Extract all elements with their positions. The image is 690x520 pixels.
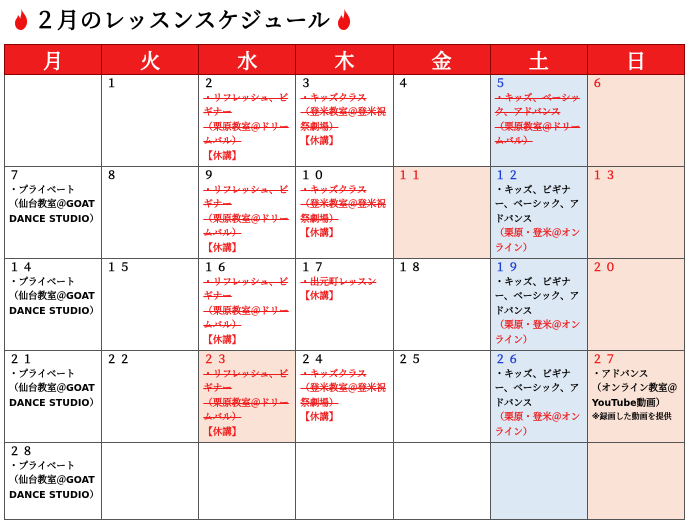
day-number: ２４ <box>300 353 327 366</box>
lesson-line: ・キッズ、ベーシック、アドバンス <box>494 92 580 118</box>
calendar-day-cell <box>199 351 296 443</box>
lesson-line: （栗原教室＠ドリームバル） <box>203 305 289 331</box>
calendar-day-cell <box>296 167 393 259</box>
day-number: １５ <box>106 261 133 274</box>
lesson-line: （登米教室＠登米祝祭劇場） <box>300 107 386 133</box>
lesson-line: 【休講】 <box>300 412 339 423</box>
lesson-line: 【休講】 <box>203 426 242 438</box>
lesson-line: 【休講】 <box>300 228 339 239</box>
calendar-day-cell <box>490 351 587 443</box>
calendar-day-cell <box>393 167 490 259</box>
lesson-line: ・リフレッシュ、ビギナー <box>203 276 289 302</box>
weekday-sat: 土 <box>490 45 587 75</box>
calendar-day-cell <box>393 351 490 443</box>
lesson-line: ・キッズクラス <box>300 368 367 380</box>
lesson-line: ・キッズクラス <box>300 184 367 196</box>
day-number: １４ <box>9 261 35 274</box>
weekday-mon: 月 <box>5 45 102 75</box>
flame-icon <box>335 7 353 31</box>
day-number: ２６ <box>494 353 521 366</box>
lesson-line: ・リフレッシュ、ビギナー <box>203 92 289 118</box>
lesson-line: ・キッズ、ビギナー、ベーシック、アドバンス <box>494 276 580 317</box>
lesson-line: ・プライベート <box>9 368 76 380</box>
lesson-line: （オンライン教室＠YouTube動画） <box>591 383 678 409</box>
lesson-line: ・プライベート <box>9 184 76 196</box>
lesson-line: ※録画した動画を提供 <box>591 412 672 421</box>
lesson-line: 【休講】 <box>300 291 339 302</box>
calendar-day-cell <box>393 443 490 520</box>
day-number: ２２ <box>106 353 133 366</box>
calendar-day-cell <box>102 167 199 259</box>
lesson-line: ・アドバンス <box>591 368 649 380</box>
lesson-line: （仙台教室＠GOAT DANCE STUDIO） <box>9 291 99 317</box>
day-number: ３ <box>300 77 314 90</box>
calendar-day-cell <box>102 75 199 167</box>
calendar-day-cell <box>490 259 587 351</box>
day-number: １ <box>106 77 120 90</box>
calendar-day-cell <box>5 75 102 167</box>
calendar-week-row <box>5 75 685 167</box>
lesson-line: （仙台教室＠GOAT DANCE STUDIO） <box>9 199 99 225</box>
weekday-thu: 木 <box>296 45 393 75</box>
day-number: １６ <box>203 261 230 274</box>
day-number: ４ <box>397 77 411 90</box>
lesson-line: ・出元町レッスン <box>300 276 377 288</box>
weekday-fri: 金 <box>393 45 490 75</box>
lesson-line: ・キッズ、ビギナー、ベーシック、アドバンス <box>494 184 580 225</box>
calendar-day-cell <box>296 443 393 520</box>
lesson-line: （栗原・登米＠オンライン） <box>494 412 581 438</box>
calendar-day-cell <box>393 75 490 167</box>
calendar-day-cell <box>393 259 490 351</box>
day-number: １９ <box>494 261 521 274</box>
weekday-tue: 火 <box>102 45 199 75</box>
day-number: ７ <box>9 169 22 182</box>
lesson-line: （仙台教室＠GOAT DANCE STUDIO） <box>9 475 99 501</box>
calendar-day-cell <box>587 167 684 259</box>
calendar-day-cell <box>587 443 684 520</box>
calendar-day-cell <box>5 167 102 259</box>
day-number: ２ <box>203 77 217 90</box>
lesson-line: ・プライベート <box>9 276 76 288</box>
lesson-line: （栗原教室＠ドリームバル） <box>203 121 289 147</box>
lesson-line: （仙台教室＠GOAT DANCE STUDIO） <box>9 383 99 409</box>
lesson-line: （栗原・登米＠オンライン） <box>494 320 581 346</box>
calendar-day-cell <box>5 443 102 520</box>
calendar-day-cell <box>5 351 102 443</box>
calendar-day-cell <box>587 75 684 167</box>
calendar-day-cell <box>587 351 684 443</box>
calendar-day-cell <box>296 351 393 443</box>
calendar-day-cell <box>5 259 102 351</box>
lesson-line: ・キッズクラス <box>300 92 367 104</box>
weekday-sun: 日 <box>587 45 684 75</box>
day-number: ２３ <box>203 353 230 366</box>
page-title <box>8 4 357 34</box>
lesson-line: （登米教室＠登米祝祭劇場） <box>300 199 386 225</box>
day-number: １７ <box>300 261 327 274</box>
lesson-line: 【休講】 <box>203 150 242 162</box>
lesson-line: 【休講】 <box>203 242 242 254</box>
calendar-day-cell <box>102 351 199 443</box>
lesson-line: 【休講】 <box>300 136 339 147</box>
flame-icon <box>12 7 30 31</box>
day-number: ２７ <box>591 353 618 366</box>
calendar-day-cell <box>587 259 684 351</box>
lesson-line: （栗原教室＠ドリームバル） <box>203 397 289 423</box>
day-number: ９ <box>203 169 217 182</box>
day-number: １０ <box>300 169 327 182</box>
calendar-week-row <box>5 167 685 259</box>
lesson-line: ・リフレッシュ、ビギナー <box>203 184 289 210</box>
calendar-day-cell <box>296 259 393 351</box>
day-number: ５ <box>494 77 508 90</box>
calendar-day-cell <box>199 259 296 351</box>
calendar-day-cell <box>199 75 296 167</box>
calendar-day-cell <box>490 75 587 167</box>
weekday-wed: 水 <box>199 45 296 75</box>
day-number: ２１ <box>9 353 35 366</box>
lesson-line: ・リフレッシュ、ビギナー <box>203 368 289 394</box>
day-number: １２ <box>494 169 521 182</box>
lesson-line: （栗原・登米＠オンライン） <box>494 228 581 254</box>
day-number: １３ <box>591 169 618 182</box>
calendar-day-cell <box>102 443 199 520</box>
day-number: ２５ <box>397 353 424 366</box>
lesson-line: 【休講】 <box>203 334 242 346</box>
calendar-week-row <box>5 259 685 351</box>
calendar-day-cell <box>490 443 587 520</box>
day-number: ２０ <box>591 261 618 274</box>
calendar-week-row <box>5 443 685 520</box>
calendar-day-cell <box>490 167 587 259</box>
calendar-week-row <box>5 351 685 443</box>
lesson-line: ・キッズ、ビギナー、ベーシック、アドバンス <box>494 368 580 409</box>
day-number: ６ <box>591 77 605 90</box>
title-text: ２月のレッスンスケジュール <box>34 8 331 34</box>
lesson-line: （栗原教室＠ドリームバル） <box>203 213 289 239</box>
day-number: １８ <box>397 261 424 274</box>
day-number: ８ <box>106 169 120 182</box>
calendar-table <box>4 44 685 520</box>
calendar-day-cell <box>296 75 393 167</box>
day-number: １１ <box>397 169 424 182</box>
lesson-line: ・プライベート <box>9 460 76 472</box>
calendar-day-cell <box>199 167 296 259</box>
lesson-line: （栗原教室＠ドリームバル） <box>494 121 581 147</box>
weekday-header-row <box>5 45 685 75</box>
calendar-day-cell <box>102 259 199 351</box>
calendar-day-cell <box>199 443 296 520</box>
day-number: ２８ <box>9 445 35 458</box>
lesson-line: （登米教室＠登米祝祭劇場） <box>300 383 386 409</box>
